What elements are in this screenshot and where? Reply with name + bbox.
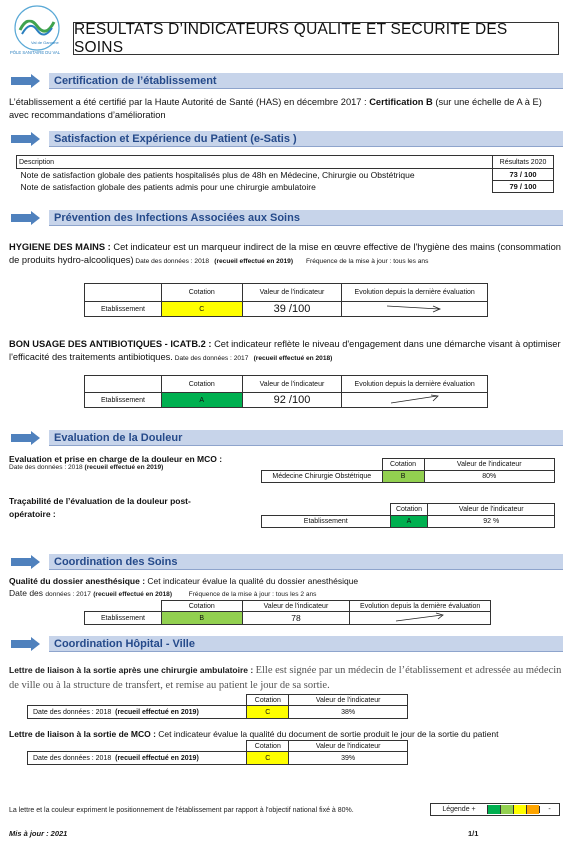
certification-text [9, 96, 561, 122]
hygiene-date: Date des données : 2018 [133, 258, 210, 265]
evolution-cell [342, 393, 488, 408]
icatb-date: Date des données : 2017 [172, 355, 249, 362]
footer-note: La lettre et la couleur expriment le positionnement de l'établissement par rapport à l'objectif national fixé à 80%. [9, 807, 354, 814]
certification-grade: Certification B [369, 97, 433, 107]
arrow-right-icon [9, 211, 41, 225]
table-row-label: Etablissement [262, 516, 391, 528]
ville-ambu-title: Lettre de liaison à la sortie après une chirurgie ambulatoire : [9, 665, 256, 675]
column-header: Evolution depuis la dernière évaluation [342, 284, 488, 302]
column-header: Cotation [390, 504, 428, 516]
ville-ambu-description: Elle est signée par un médecin de l’établissement et adressée au médecin de ville ou à la structure de transfert, et remise au patient le jour de sa sortie. [9, 665, 562, 691]
evolution-arrow-icon [385, 393, 445, 405]
cotation-badge: B [161, 612, 242, 625]
empty-cell [85, 284, 162, 302]
table-row-label: Etablissement [85, 393, 162, 408]
empty-cell [262, 504, 391, 516]
section-heading: Evaluation de la Douleur [54, 432, 183, 444]
coordination-date: données : 2017 [45, 591, 91, 598]
douleur-eval-date [9, 464, 163, 471]
indicator-value: 39% [289, 752, 408, 765]
row-date: Date des données : 2018 [33, 708, 112, 716]
column-header: Valeur de l'indicateur [289, 695, 408, 706]
certification-text-part: (sur une échelle de A à E) avec recommandations d’amélioration [9, 97, 542, 120]
ville-ambu-text [9, 662, 565, 692]
douleur-trac-table [261, 503, 555, 528]
arrow-right-icon [9, 555, 41, 569]
icatb-text [9, 338, 563, 365]
indicator-value: 92 % [428, 516, 555, 528]
section-heading: Coordination Hôpital - Ville [54, 638, 195, 650]
row-recueil: (recueil effectué en 2019) [115, 754, 199, 762]
column-header: Cotation [247, 695, 289, 706]
table-row-label: Médecine Chirurgie Obstétrique [262, 471, 383, 483]
hygiene-text [9, 241, 563, 268]
coordination-title: Qualité du dossier anesthésique : [9, 576, 148, 586]
icatb-recueil: (recueil effectué en 2018) [253, 355, 333, 362]
icatb-title: BON USAGE DES ANTIBIOTIQUES - ICATB.2 : [9, 339, 215, 349]
hygiene-title: HYGIENE DES MAINS : [9, 242, 114, 252]
arrow-right-icon [9, 637, 41, 651]
coordination-date-line [9, 588, 316, 598]
legend-swatch-c [513, 805, 526, 814]
table-row-label [28, 752, 247, 765]
indicator-value: 78 [242, 612, 350, 625]
column-header: Cotation [382, 459, 424, 471]
douleur-eval-recueil: (recueil effectué en 2019) [84, 464, 164, 471]
hygiene-frequency: Fréquence de la mise à jour : tous les ans [305, 258, 429, 265]
table-row-label: Note de satisfaction globale des patients hospitalisés plus de 48h en Médecine, Chirurgie ou Obstétrique [20, 169, 415, 180]
empty-cell [262, 459, 383, 471]
ville-ambu-table [27, 694, 408, 719]
empty-cell [28, 695, 247, 706]
douleur-eval-table [261, 458, 555, 483]
row-date: Date des données : 2018 [33, 754, 112, 762]
coordination-table [84, 600, 491, 625]
column-header: Valeur de l'indicateur [289, 741, 408, 752]
column-header: Valeur de l'indicateur [242, 601, 350, 612]
row-recueil: (recueil effectué en 2019) [115, 708, 199, 716]
column-header: Valeur de l'indicateur [424, 459, 555, 471]
column-header: Cotation [161, 376, 242, 393]
coordination-date-prefix: Date des [9, 588, 46, 598]
page-number: 1/1 [468, 829, 479, 838]
column-header: Résultats 2020 [493, 156, 554, 169]
section-heading: Certification de l’établissement [54, 75, 217, 87]
evolution-arrow-icon [385, 303, 445, 313]
arrow-right-icon [9, 431, 41, 445]
douleur-eval-title: Evaluation et prise en charge de la douleur en MCO : [9, 454, 223, 464]
column-header: Valeur de l'indicateur [242, 376, 342, 393]
table-row-label: Etablissement [85, 612, 162, 625]
indicator-value: 39 /100 [242, 302, 342, 317]
hospital-logo-icon [6, 4, 68, 56]
page-title-text: RESULTATS D’INDICATEURS QUALITE ET SECURITE DES SOINS [74, 20, 508, 56]
logo-text-bottom: PÔLE SANITAIRE DU VAL [10, 50, 61, 55]
icatb-description: Cet indicateur reflète le niveau d'engagement dans une démarche visant à optimiser l'efficacité des traitements antibiotiques. [9, 339, 561, 362]
table-row-label [28, 706, 247, 719]
coordination-description: Cet indicateur évalue la qualité du dossier anesthésique [147, 576, 359, 586]
arrow-right-icon [9, 132, 41, 146]
empty-cell [85, 601, 162, 612]
empty-cell [85, 376, 162, 393]
legend-label: Légende + [442, 806, 476, 813]
column-header: Cotation [247, 741, 289, 752]
ville-mco-title: Lettre de liaison à la sortie de MCO : [9, 729, 159, 739]
legend-swatch-a [487, 805, 500, 814]
coordination-recueil: (recueil effectué en 2018) [93, 591, 173, 598]
douleur-eval-date-text: Date des données : 2018 [9, 464, 83, 471]
coordination-text [9, 575, 358, 588]
column-header: Valeur de l'indicateur [428, 504, 555, 516]
column-header: Evolution depuis la dernière évaluation [350, 601, 491, 612]
arrow-right-icon [9, 74, 41, 88]
table-row-label: Etablissement [85, 302, 162, 317]
legend-swatch-b [500, 805, 513, 814]
table-row-value: 73 / 100 [493, 169, 554, 181]
icatb-table [84, 375, 488, 408]
logo-text-top: Val de Garonne [31, 40, 59, 45]
column-header: Description [17, 156, 493, 169]
evolution-arrow-icon [390, 612, 450, 622]
footer-update-date: Mis à jour : 2021 [9, 829, 68, 838]
column-header: Valeur de l'indicateur [242, 284, 342, 302]
legend-minus: - [539, 806, 559, 813]
indicator-value: 80% [424, 471, 555, 483]
section-heading: Coordination des Soins [54, 556, 178, 568]
hygiene-table [84, 283, 488, 317]
cotation-badge: A [161, 393, 242, 408]
cotation-badge: C [247, 706, 289, 719]
empty-cell [28, 741, 247, 752]
cotation-badge: C [247, 752, 289, 765]
column-header: Evolution depuis la dernière évaluation [342, 376, 488, 393]
cotation-badge: A [390, 516, 428, 528]
coordination-frequency: Fréquence de la mise à jour : tous les 2 ans [188, 591, 317, 598]
column-header: Cotation [161, 601, 242, 612]
legend [430, 803, 560, 816]
ville-mco-table [27, 740, 408, 765]
section-heading: Prévention des Infections Associées aux Soins [54, 212, 300, 224]
cotation-badge: B [382, 471, 424, 483]
ville-mco-description: Cet indicateur évalue la qualité du document de sortie produit le jour de la sortie du patient [158, 729, 499, 739]
evolution-cell [342, 302, 488, 317]
indicator-value: 38% [289, 706, 408, 719]
satisfaction-table [16, 155, 554, 193]
column-header: Cotation [161, 284, 242, 302]
legend-swatch-d [526, 805, 539, 814]
table-row-label: Note de satisfaction globale des patients admis pour une chirurgie ambulatoire [20, 181, 316, 192]
cotation-badge: C [161, 302, 242, 317]
page-title [73, 22, 559, 55]
douleur-trac-title: Traçabilité de l’évaluation de la douleur post-opératoire : [9, 496, 191, 519]
indicator-value: 92 /100 [242, 393, 342, 408]
certification-text-part: L’établissement a été certifié par la Haute Autorité de Santé (HAS) en décembre 2017 : [9, 97, 370, 107]
evolution-cell [350, 612, 491, 625]
table-row-value: 79 / 100 [493, 181, 554, 193]
hygiene-recueil: (recueil effectué en 2019) [214, 258, 294, 265]
hygiene-description: Cet indicateur est un marqueur indirect de la mise en œuvre effective de l'hygiène des mains (consommation de produits hydro-alcooliques) [9, 242, 561, 265]
section-heading: Satisfaction et Expérience du Patient (e-Satis ) [54, 133, 297, 145]
